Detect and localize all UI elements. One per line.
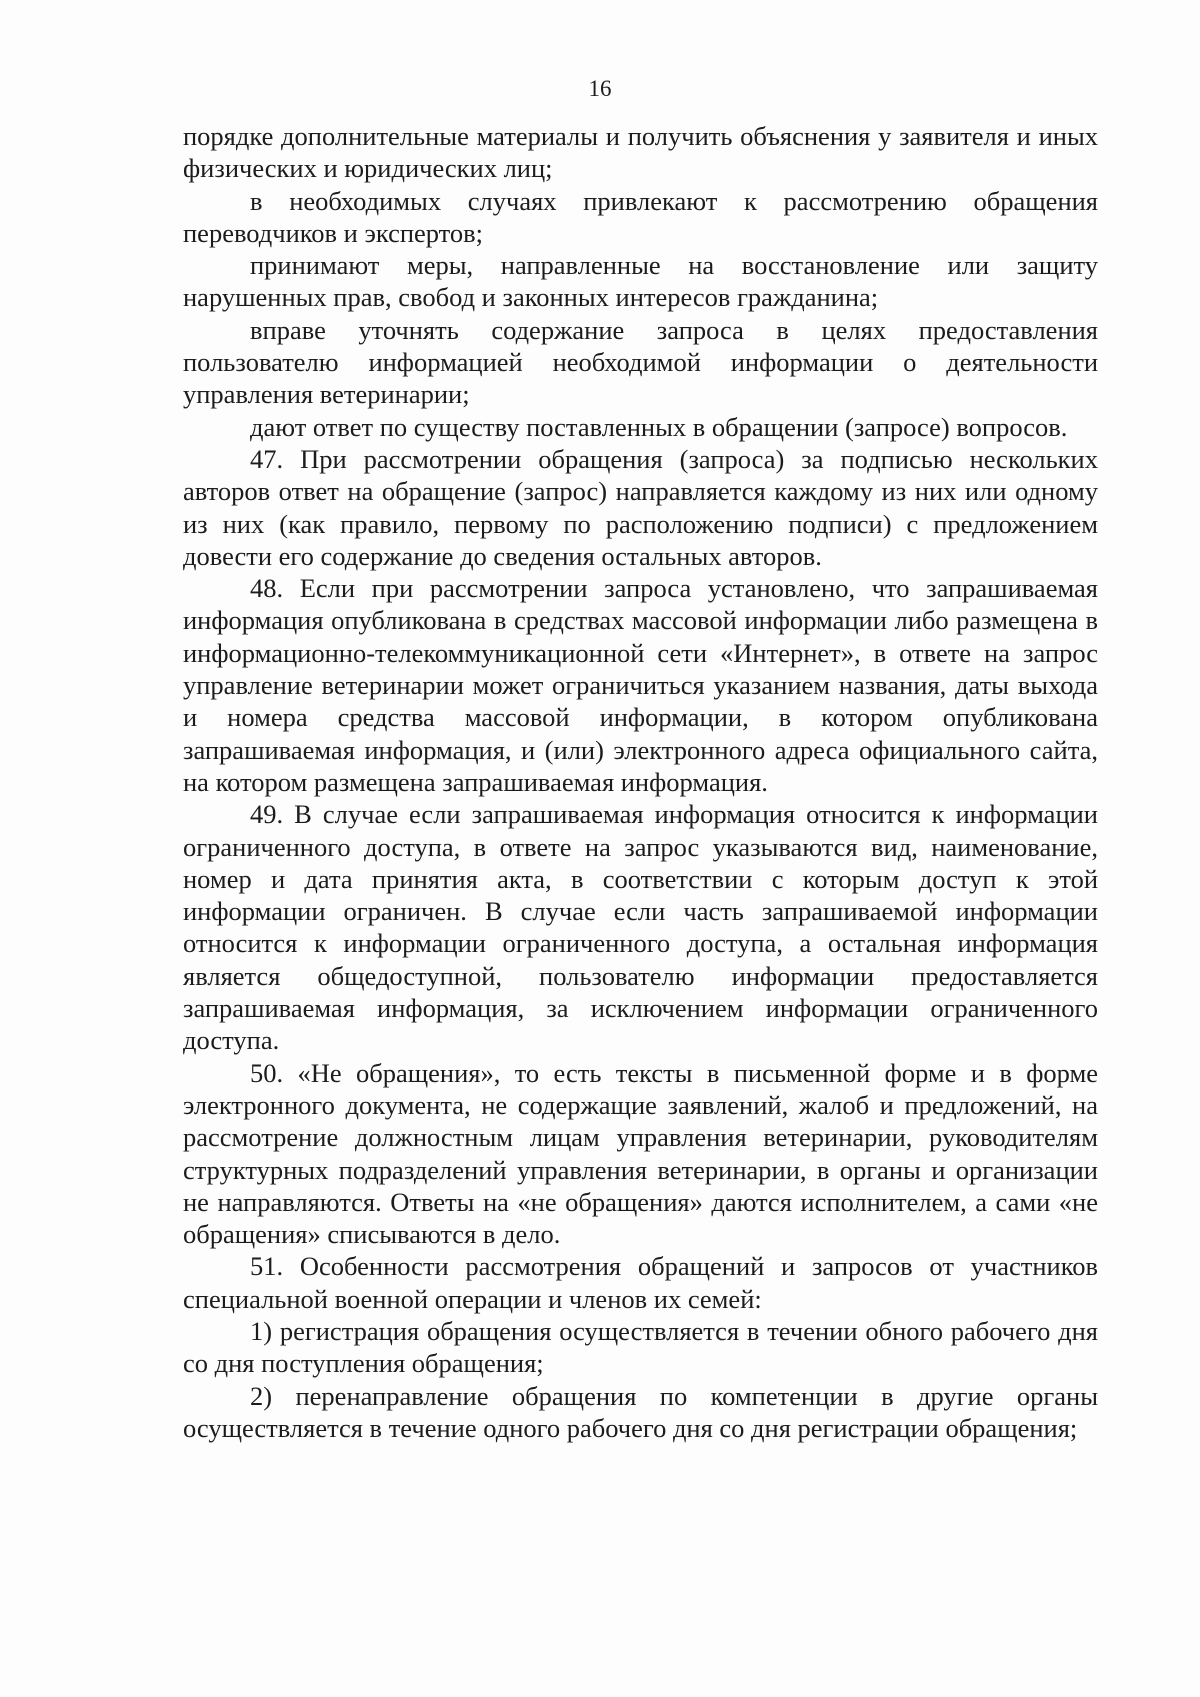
paragraph-list-item: в необходимых случаях привлекают к рассмотрению обращения переводчиков и экспертов; (183, 185, 1098, 248)
paragraph-clause-47: 47. При рассмотрении обращения (запроса) за подписью нескольких авторов ответ на обращение (запрос) направляется каждому из них или одному из них (как правило, первому по расположению подписи) с предложением довести его содержание до сведения остальных авторов. (183, 443, 1098, 571)
page-number: 16 (588, 76, 612, 101)
paragraph-clause-50: 50. «Не обращения», то есть тексты в письменной форме и в форме электронного документа, не содержащие заявлений, жалоб и предложений, на рассмотрение должностным лицам управления ветеринарии, руководителям структурных подразделений управления ветеринарии, в органы и организации не направляются. Ответы на «не обращения» даются исполнителем, а сами «не обращения» списываются в дело. (183, 1057, 1098, 1250)
paragraph-list-item: дают ответ по существу поставленных в обращении (запросе) вопросов. (250, 411, 1068, 442)
paragraph-clause-49: 49. В случае если запрашиваемая информация относится к информации ограниченного доступа, в ответе на запрос указываются вид, наименование, номер и дата принятия акта, в соответствии с которым доступ к этой информации ограничен. В случае если часть запрашиваемой информации относится к информации ограниченного доступа, а остальная информация является общедоступной, пользователю информации предоставляется запрашиваемая информация, за исключением информации ограниченного доступа. (183, 799, 1098, 1056)
paragraph-continued: порядке дополнительные материалы и получить объяснения у заявителя и иных физических и юридических лиц; (183, 121, 1098, 184)
paragraph-subclause-2: 2) перенаправление обращения по компетенции в другие органы осуществляется в течение одного рабочего дня со дня регистрации обращения; (183, 1380, 1098, 1443)
paragraph-list-item: принимают меры, направленные на восстановление или защиту нарушенных прав, свобод и законных интересов гражданина; (183, 250, 1098, 313)
paragraph-subclause-1: 1) регистрация обращения осуществляется в течении обного рабочего дня со дня поступления обращения; (183, 1315, 1098, 1379)
paragraph-list-item: вправе уточнять содержание запроса в целях предоставления пользователю информацией необходимой информации о деятельности управления ветеринарии; (183, 314, 1098, 410)
paragraph-clause-48: 48. Если при рассмотрении запроса установлено, что запрашиваемая информация опубликована в средствах массовой информации либо размещена в информационно-телекоммуникационной сети «Интернет», в ответе на запрос управление ветеринарии может ограничиться указанием названия, даты выхода и номера средства массовой информации, в котором опубликована запрашиваемая информация, и (или) электронного адреса официального сайта, на котором размещена запрашиваемая информация. (183, 573, 1098, 797)
paragraph-clause-51: 51. Особенности рассмотрения обращений и запросов от участников специальной военной операции и членов их семей: (183, 1251, 1098, 1314)
document-body (183, 120, 1098, 1444)
